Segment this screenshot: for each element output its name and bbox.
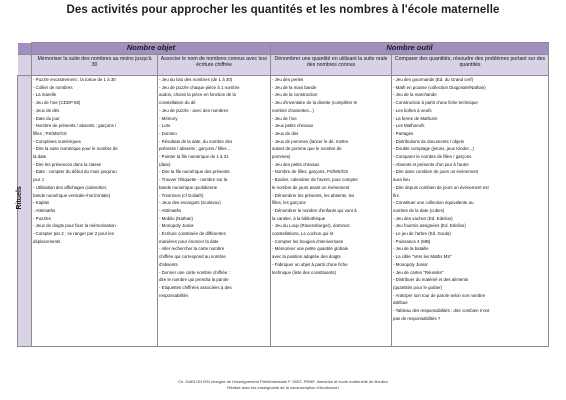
list-item: nombre d'assiettes...) [272,107,314,113]
corner-cell-2 [18,55,32,76]
list-item: - Fabriquer un objet à partir d'une fiche [272,261,348,267]
list-item: filles ; PS/MS/GS [33,130,67,136]
list-item: - Compter par 2 ; se ranger par 2 pour les [33,231,115,237]
column-header-row [18,55,549,76]
list-item: - Nombre de présents / absents ; garçons / [33,123,117,129]
list-item: la date [33,154,47,160]
list-item: jour J [33,177,44,183]
column-header-memoriser: Mémoriser la suite des nombres au moins jusqu'à 30 [32,55,158,76]
list-item: - Puzzles [33,215,52,221]
footer [0,379,566,391]
list-item: - Tableau des responsabilités : dire combien n'ont [393,308,490,314]
list-item: - Mémory [159,115,178,121]
list-item: avec la position adaptée des doigts [272,254,341,260]
footer-line-2: Réalisé avec les enseignants de la circonscription d'Audincourt [227,385,339,390]
list-item: - Trouver l'étiquette - nombre sur la [159,177,228,183]
list-item: chiffrée qui correspond au nombre [159,254,226,260]
list-item: - Triominos (cf Goliath) [159,192,204,198]
list-item: filles, les garçons [272,200,306,206]
page-title: Des activités pour approcher les quantités et les nombres à l'école maternelle [66,4,500,16]
list-item: - Constituer une collection équivalente au [393,200,474,206]
list-item: - Jeu des gourmands (Ed. du Grand cerf) [393,77,474,82]
list-item: - Dire dans combien de jours un événement [393,169,479,175]
list-item: - Dire depuis combien de jours un événement est [393,184,489,190]
list-item: le nombre de jours avant un événement [272,184,350,190]
list-item: bande numérique verticale+horizontale) [33,192,111,198]
list-item: responsabilités [159,292,189,298]
list-item: - Jeu de la maxi bande [272,84,317,90]
list-item: - Dire la suite numérique pour le nombre de [33,146,118,152]
list-item: - Jeux de dés [33,107,60,113]
activities-table [17,42,549,347]
list-item: pommes) [272,154,291,160]
list-item: constellation du dé [159,100,196,106]
list-item: - Absents et présents d'un jour à l'autre [393,161,469,167]
list-item: (date) [159,161,171,167]
list-item: - Construction à partir d'une fiche technique [393,100,478,106]
row-label-rituels: Rituels [15,186,23,210]
list-item: - Jeu des perles [272,77,304,82]
column-header-comparer: Comparer des quantités, résoudre des problèmes portant sur des quantités [392,55,549,76]
list-item: - Monopoly Junior [159,223,194,229]
list-item: - Comparer le nombre de filles / garçons [393,154,472,160]
list-item: pas de responsabilités ? [393,315,441,321]
list-item: - Jeu fourmis assignées (Ed. Edelios) [393,223,466,229]
list-item: - Jeux petits chevaux [272,123,314,129]
list-item: - Comptines numériques [33,138,81,144]
list-item: d'absents [159,261,178,267]
list-item: - La cible "Vers les Maths MS" [393,254,452,260]
list-item: - Partages [393,130,414,136]
list-item: (quantités pour le goûter) [393,284,443,290]
list-item: - Attrimaths [33,207,56,213]
list-item: - Dire les présences dans la classe [33,161,102,167]
list-item: nombre de la date (cubes) [393,207,445,213]
list-item: - Dénombrer les présents, les absents, les [272,192,355,198]
list-item: - Utilisation des affichages (calendrier, [33,184,108,190]
list-item: - Les Mathoeufs [393,123,425,129]
footer-line-1: Ch. DARLON IEN chargée de l'enseignement Préélémentaire F. DIEZ, PEMF, directrice et école maternelle de Boulieu [178,379,388,384]
column-header-associer: Associer le nom de nombres connus avec leur écriture chiffrée [158,55,271,76]
list-item: - Jeu de la marchande [393,92,437,98]
list-item: - Distribuer du matériel et des aliments [393,277,469,283]
list-item: - Jeu du loto des nombres (de 1 à 30) [159,77,233,82]
list-item: - Domino [159,130,177,136]
list-item: - Loto [159,123,171,129]
list-item: - Math en pousse (collection Diagonale/Nathan) [393,84,486,90]
list-item: - Résultats de la date, du nombre des [159,138,233,144]
list-item: - Date : compter du début du mois jusqu'au [33,169,117,175]
list-item: fini [393,192,399,198]
list-item: manières pour énoncer la date [159,238,219,244]
cell-denombrer [271,76,392,347]
list-item: bande numérique quotidienne [159,184,218,190]
list-item: - La ferme de Mathurin [393,115,438,121]
list-item: - Pointer la file numérique de 1 à 31 [159,154,229,160]
list-item: - Jeu de la bataille [393,246,429,252]
list-item: - Attrimaths [159,207,182,213]
cell-associer [158,76,271,347]
list-item: - Puissance 4 (MB) [393,238,431,244]
list-item: - Jeu de l'oie (CDDP 68) [33,100,81,106]
list-item: - Jeu des petits chevaux [272,161,320,167]
list-item: - Etiquettes chiffrées associées à des [159,284,232,290]
list-item: - Jeu des vaches (Ed. Edelios) [393,215,453,221]
list-item: - Collier de nombres [33,84,73,90]
cell-memoriser [32,76,158,347]
corner-cell [18,43,32,55]
row-label-cell [15,76,32,347]
list-item: - Jeux de dés [272,130,299,136]
list-item: - Double comptage (jetons, jeux Kinder...) [393,146,474,152]
list-item: - Boulier, calendrier de l'avent, pour compter [272,177,359,183]
list-item: - Nombre de filles, garçons, PS/MS/GS [272,169,349,175]
list-item: - Jeu de la construction [272,92,318,98]
group-header-row [18,43,549,55]
cell-comparer [392,76,549,347]
list-item: aura lieu [393,177,410,183]
list-item: - Compter les bougies d'anniversaire [272,238,344,244]
list-item: - Jeu de l'oie [272,115,297,121]
list-item: - Jeu de puzzle : avec des nombres [159,107,229,113]
table-row-rituels [18,76,549,347]
list-item: - Dire la file numérique des présents [159,169,230,175]
column-header-denombrer: Dénombrer une quantité en utilisant la suite orale des nombres connus [271,55,392,76]
list-item: - Jeux de pommes (lancer le dé, mettre [272,138,349,144]
list-item: - Jeu du Loup (Ravensburger), dominos [272,223,350,229]
list-item: - Jeu de puzzle chaque pièce à 1 nombre [159,84,240,90]
list-item: attribué [393,300,408,306]
list-item: constellations, Le cochon qui rit [272,231,334,237]
list-item: - Date du jour [33,115,60,121]
list-item: présents / absents ; garçons / filles ... [159,146,232,152]
list-item: - Les boîtes à oeufs [393,107,432,113]
list-item: dire le nombre qui prendra la parole [159,277,229,283]
list-item: - Ecriture constituée de différentes [159,231,226,237]
list-item: - Jeux de doigts pour fixer la mémorisation [33,223,116,229]
list-item: déplacements [33,238,61,244]
group-header-nombre-outil: Nombre outil [271,43,549,55]
list-item: - Jeu de cartes "Réussite" [393,269,444,275]
list-item: - Aller rechercher la carte nombre [159,246,225,252]
list-item: technique (liste des constituants) [272,269,336,275]
list-item: - Jeu d'inventaire de la dinette (compléter le [272,100,358,106]
list-item: audos, choisir la pièce en fonction de la [159,92,236,98]
list-item: - Dénombrer le nombre d'enfants qui vont à [272,207,357,213]
list-item: la cantine, à la bibliothèque [272,215,326,221]
list-item: - La marelle [33,92,57,98]
group-header-nombre-objet: Nombre objet [32,43,271,55]
list-item: - Le jeu de l'arbre (Ed. Goula) [393,231,451,237]
list-item: - Anticiper son tour de parole selon son nombre [393,292,486,298]
list-item: - Mobilo (Nathan) [159,215,193,221]
list-item: - Puzzle encastrement : la tortue de 1 à 30 [33,77,116,82]
list-item: - Distributions de documents / objets [393,138,465,144]
list-item: - Mémoriser une petite quantité globale [272,246,349,252]
list-item: - Jeux des escargots (scolavox) [159,200,221,206]
list-item: - Kaplas [33,200,50,206]
list-item: - Donner une carte nombre chiffrée : [159,269,230,275]
list-item: autant de pomme que le nombre de [272,146,342,152]
list-item: - Monopoly Junior [393,261,428,267]
